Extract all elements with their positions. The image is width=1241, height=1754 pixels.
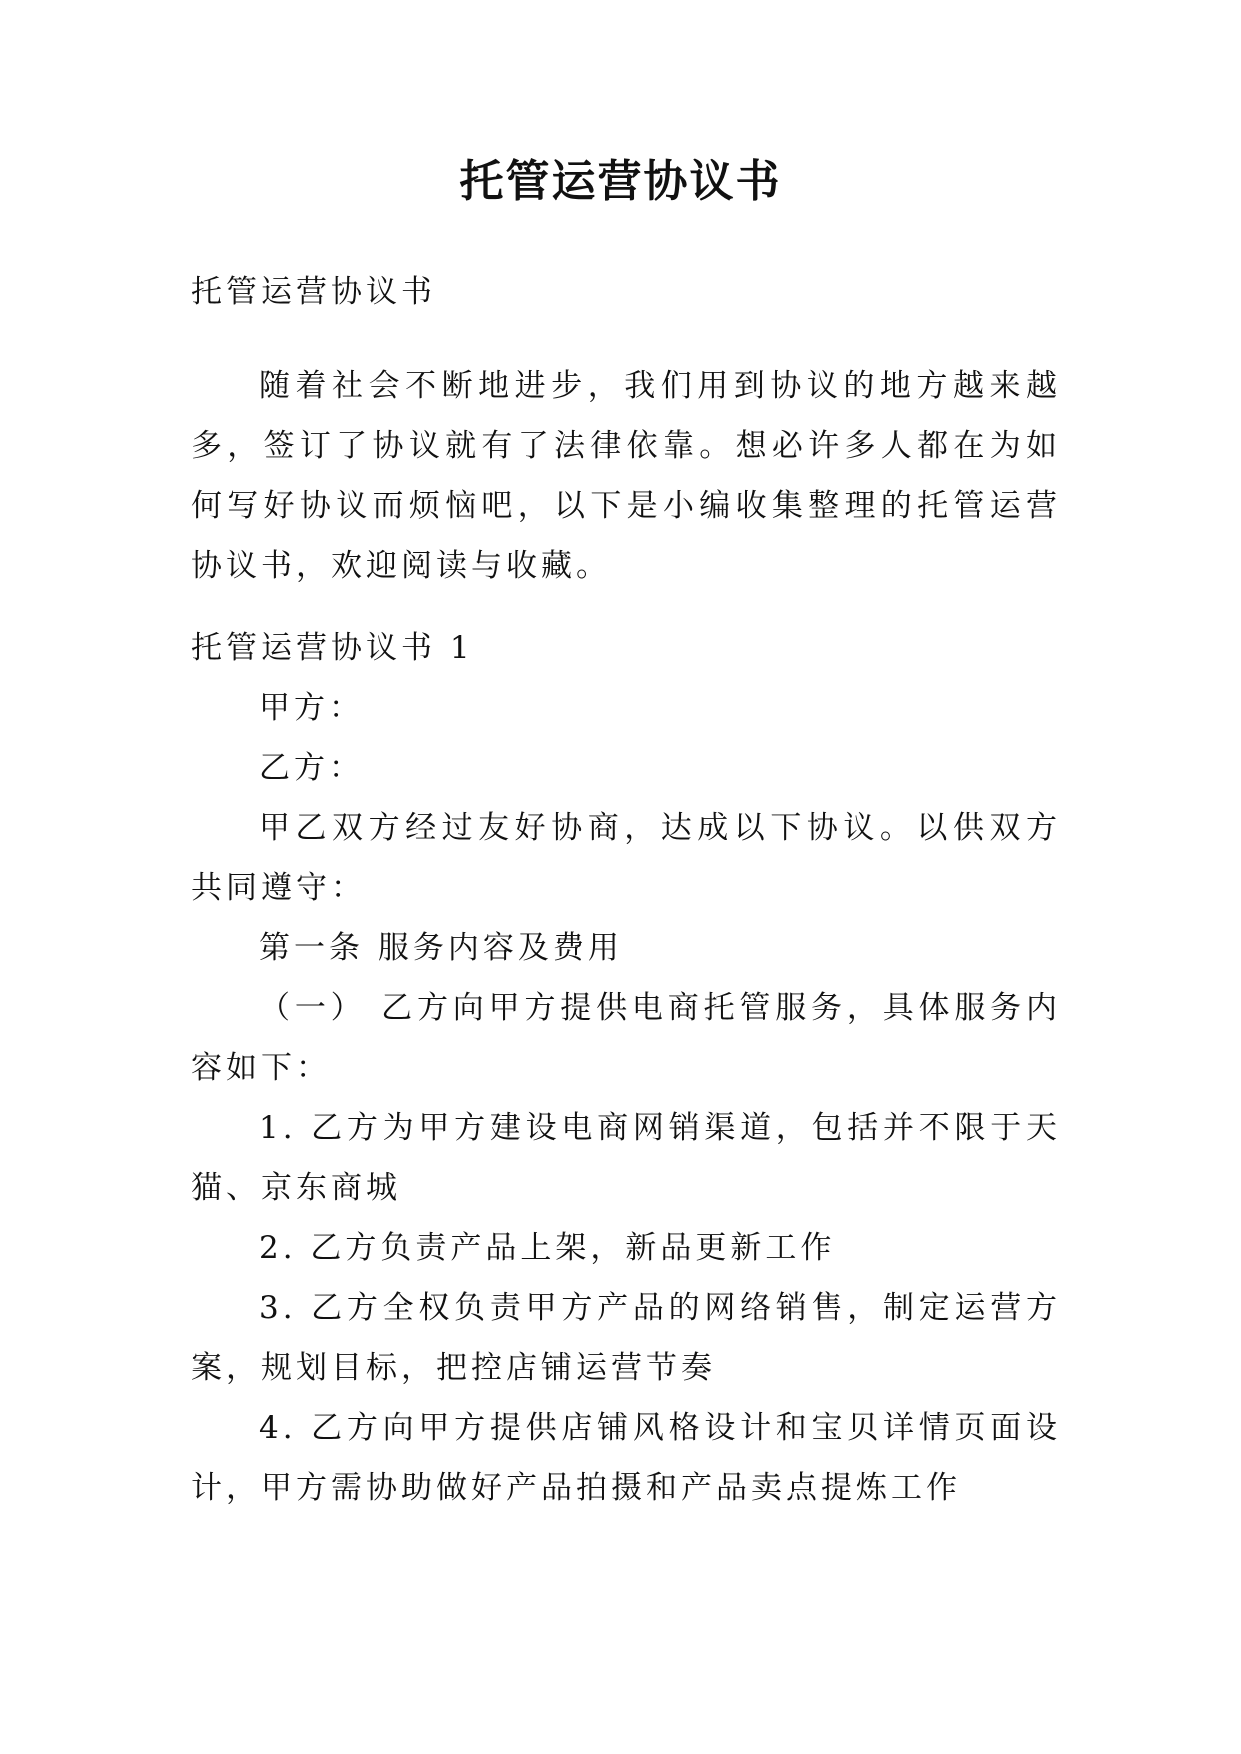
agreement-statement: 甲乙双方经过友好协商，达成以下协议。以供双方共同遵守： — [191, 810, 1061, 906]
list-item: 3. 乙方全权负责甲方产品的网络销售，制定运营方案，规划目标，把控店铺运营节奏 — [191, 1290, 1061, 1386]
article-heading: 第一条 服务内容及费用 — [259, 930, 623, 966]
document-subtitle-block — [191, 262, 1061, 322]
list-item: 1. 乙方为甲方建设电商网销渠道，包括并不限于天猫、京东商城 — [191, 1110, 1061, 1206]
clause-paragraph: （一） 乙方向甲方提供电商托管服务，具体服务内容如下： — [191, 990, 1061, 1086]
list-item: 4. 乙方向甲方提供店铺风格设计和宝贝详情页面设计，甲方需协助做好产品拍摄和产品卖点提炼工作 — [191, 1410, 1061, 1506]
intro-paragraph: 随着社会不断地进步，我们用到协议的地方越来越多，签订了协议就有了法律依靠。想必许多人都在为如何写好协议而烦恼吧，以下是小编收集整理的托管运营协议书，欢迎阅读与收藏。 — [191, 368, 1061, 584]
section-1 — [191, 618, 1061, 1518]
document-subtitle: 托管运营协议书 — [191, 274, 436, 310]
intro-block — [191, 356, 1061, 596]
section-heading: 托管运营协议书 1 — [191, 630, 474, 666]
party-a-line: 甲方： — [259, 690, 364, 726]
list-item: 2. 乙方负责产品上架，新品更新工作 — [259, 1230, 836, 1266]
party-b-line: 乙方： — [259, 750, 364, 786]
document-title: 托管运营协议书 — [459, 156, 782, 207]
